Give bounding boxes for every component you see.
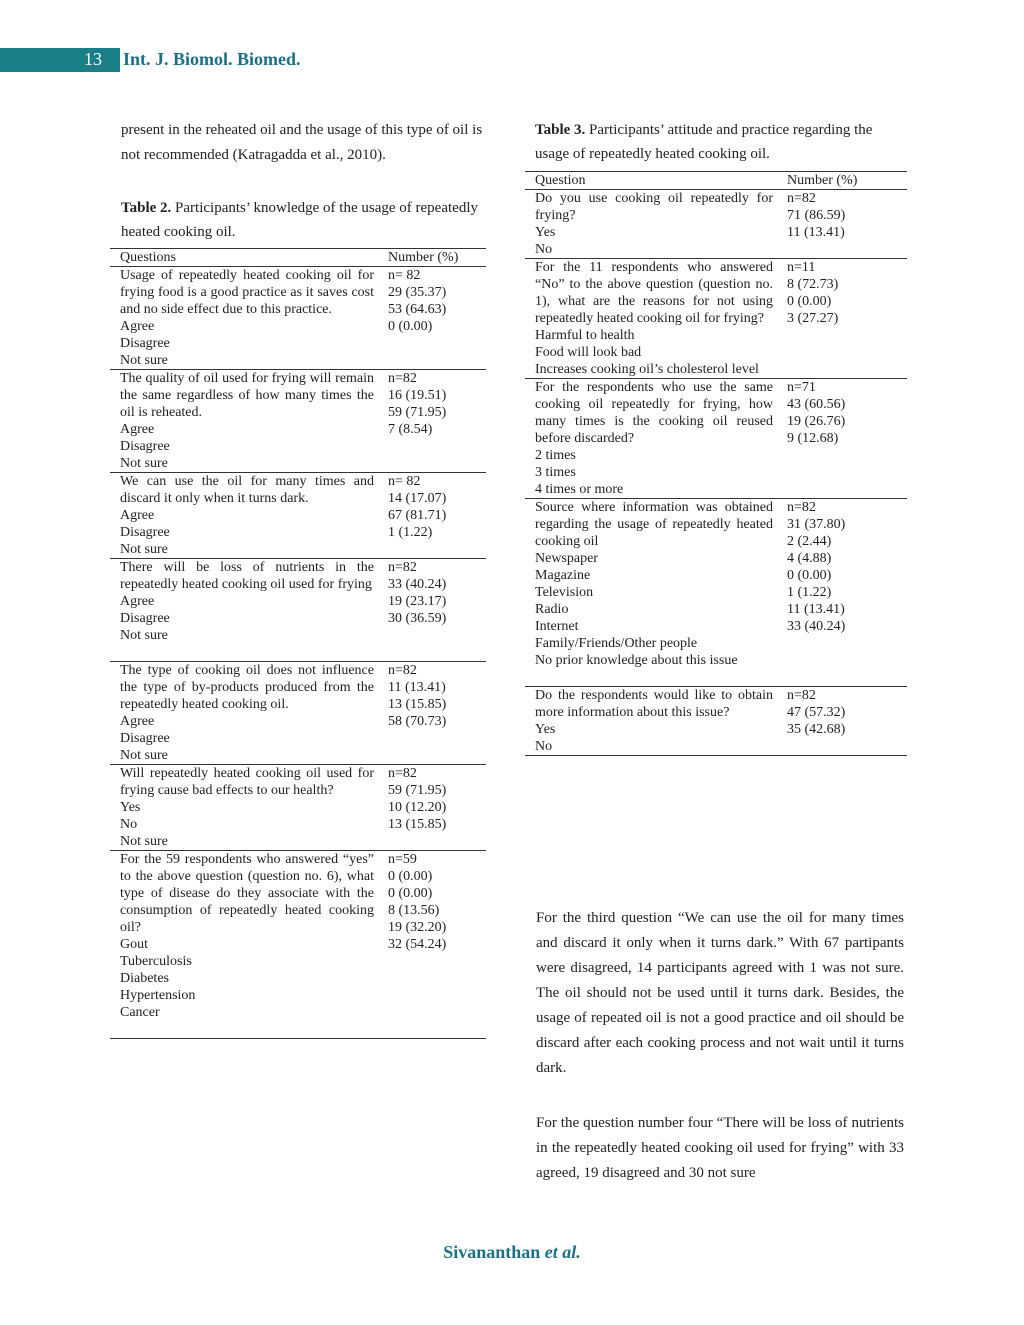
table3-option-label: 4 times or more — [535, 482, 624, 497]
table3-option-label: Increases cooking oil’s cholesterol level — [535, 362, 759, 377]
table2-question-text: For the 59 respondents who answered “yes” to the above question (question no. 6), what type of disease do they associate with the consumption of repeatedly heated cooking oil? — [120, 852, 374, 935]
table2-option-label: Agree — [120, 508, 155, 523]
table2-question-row — [110, 662, 486, 765]
table2-value: 32 (54.24) — [388, 937, 447, 952]
table3-question-text: For the respondents who use the same cooking oil repeatedly for frying, how many times is the cooking oil reused before discarded? — [535, 380, 773, 446]
table2-sample-size: n=82 — [388, 371, 417, 386]
table2-value: 58 (70.73) — [388, 714, 447, 729]
table2-value: 19 (23.17) — [388, 594, 447, 609]
table2-sample-size: n=82 — [388, 560, 417, 575]
table2-option-label: Agree — [120, 319, 155, 334]
table3-value: 43 (60.56) — [787, 397, 846, 412]
table3-option-label: Television — [535, 585, 594, 600]
table3-value: 8 (72.73) — [787, 277, 839, 292]
table3-value: 11 (13.41) — [787, 225, 845, 240]
table2-sample-size: n= 82 — [388, 474, 421, 489]
table2-value: 53 (64.63) — [388, 302, 447, 317]
table2-value: 59 (71.95) — [388, 405, 447, 420]
table2-value: 0 (0.00) — [388, 886, 433, 901]
table2-value: 0 (0.00) — [388, 319, 433, 334]
table2-label: Table 2. — [121, 200, 172, 216]
table2-option-label: Hypertension — [120, 988, 196, 1003]
table3-value: 33 (40.24) — [787, 619, 846, 634]
table3-question-text: Do you use cooking oil repeatedly for frying? — [535, 191, 773, 223]
table3-value: 47 (57.32) — [787, 705, 846, 720]
table3-sample-size: n=82 — [787, 500, 816, 515]
table2-option-label: Not sure — [120, 748, 168, 763]
table2-option-label: Not sure — [120, 628, 168, 643]
table3 — [525, 171, 907, 756]
table2-option-label: Not sure — [120, 456, 168, 471]
table2-question-row — [110, 267, 486, 370]
table2-sample-size: n= 82 — [388, 268, 421, 283]
left-intro-paragraph: present in the reheated oil and the usage of this type of oil is not recommended (Katragadda et al., 2010). — [121, 122, 483, 163]
table2-value: 10 (12.20) — [388, 800, 447, 815]
table2-caption-text: Participants’ knowledge of the usage of repeatedly heated cooking oil. — [121, 200, 478, 240]
table3-value: 35 (42.68) — [787, 722, 846, 737]
table2-value: 13 (15.85) — [388, 697, 447, 712]
table3-question-text: Source where information was obtained regarding the usage of repeatedly heated cooking oil — [535, 500, 773, 549]
table2-value: 29 (35.37) — [388, 285, 447, 300]
table3-question-text: Do the respondents would like to obtain more information about this issue? — [535, 688, 773, 720]
table3-question-row — [525, 499, 907, 687]
table3-option-label: Newspaper — [535, 551, 598, 566]
table2 — [110, 248, 486, 1039]
table3-caption — [535, 118, 907, 166]
table2-col-question: Questions — [110, 249, 378, 267]
table2-option-label: Agree — [120, 594, 155, 609]
table2-option-label: No — [120, 817, 138, 832]
table2-value: 16 (19.51) — [388, 388, 447, 403]
table2-question-row — [110, 370, 486, 473]
table2-option-label: Diabetes — [120, 971, 169, 986]
table2-question-text: We can use the oil for many times and discard it only when it turns dark. — [120, 474, 374, 506]
table2-value: 11 (13.41) — [388, 680, 446, 695]
table2-value: 67 (81.71) — [388, 508, 447, 523]
table3-option-label: Family/Friends/Other people — [535, 636, 698, 651]
table2-value: 1 (1.22) — [388, 525, 433, 540]
table3-question-row — [525, 259, 907, 379]
table3-label: Table 3. — [535, 122, 586, 138]
table2-option-label: Agree — [120, 422, 155, 437]
table3-value: 4 (4.88) — [787, 551, 832, 566]
right-paragraph-2: For the question number four “There will be loss of nutrients in the repeatedly heated cooking oil used for frying” with 33 agreed, 19 disagreed and 30 not sure — [536, 1115, 904, 1181]
table3-option-label: No — [535, 242, 553, 257]
table3-question-text: For the 11 respondents who answered “No” to the above question (question no. 1), what are the reasons for not using repeatedly heated cooking oil for frying? — [535, 260, 773, 326]
page-number: 13 — [84, 49, 102, 69]
table3-col-number: Number (%) — [777, 172, 907, 190]
table2-value: 13 (15.85) — [388, 817, 447, 832]
header-bar — [0, 48, 120, 72]
table3-option-label: Radio — [535, 602, 569, 617]
table3-option-label: Internet — [535, 619, 579, 634]
table3-option-label: Magazine — [535, 568, 591, 583]
table3-value: 0 (0.00) — [787, 294, 832, 309]
table3-value: 19 (26.76) — [787, 414, 846, 429]
table2-question-text: The type of cooking oil does not influence the type of by-products produced from the repeatedly heated cooking oil. — [120, 663, 374, 712]
table2-value: 14 (17.07) — [388, 491, 447, 506]
table2-option-label: Disagree — [120, 525, 170, 540]
table2-question-row — [110, 851, 486, 1039]
table3-sample-size: n=82 — [787, 688, 816, 703]
table3-option-label: Harmful to health — [535, 328, 635, 343]
table3-value: 9 (12.68) — [787, 431, 839, 446]
table3-value: 71 (86.59) — [787, 208, 846, 223]
table2-option-label: Agree — [120, 714, 155, 729]
table2-col-number: Number (%) — [378, 249, 486, 267]
table2-option-label: Cancer — [120, 1005, 160, 1020]
table3-sample-size: n=82 — [787, 191, 816, 206]
table2-value: 0 (0.00) — [388, 869, 433, 884]
right-paragraph-1: For the third question “We can use the oil for many times and discard it only when it turns dark.” With 67 partipants were disagreed, 14 participants agreed with 1 was not sure. The oil should not be used until it turns dark. Besides, the usage of repeated oil is not a good practice and oil should be discard after each cooking process and not wait until it turns dark. — [536, 910, 904, 1076]
table2-option-label: Disagree — [120, 731, 170, 746]
table2-value: 59 (71.95) — [388, 783, 447, 798]
footer-author — [0, 1242, 1024, 1263]
table2-question-text: Usage of repeatedly heated cooking oil for frying food is a good practice as it saves cost and no side effect due to this practice. — [120, 268, 374, 317]
table3-option-label: 2 times — [535, 448, 576, 463]
table2-question-row — [110, 765, 486, 851]
table2-option-label: Not sure — [120, 834, 168, 849]
table3-header-row — [525, 172, 907, 190]
table2-sample-size: n=82 — [388, 766, 417, 781]
table2-option-label: Gout — [120, 937, 148, 952]
table3-option-label: 3 times — [535, 465, 576, 480]
table2-sample-size: n=82 — [388, 663, 417, 678]
table2-option-label: Disagree — [120, 611, 170, 626]
table3-value: 31 (37.80) — [787, 517, 846, 532]
table2-question-text: Will repeatedly heated cooking oil used for frying cause bad effects to our health? — [120, 766, 374, 798]
journal-title: Int. J. Biomol. Biomed. — [123, 49, 301, 69]
table3-caption-text: Participants’ attitude and practice regarding the usage of repeatedly heated cooking oil. — [535, 122, 873, 162]
table3-option-label: Food will look bad — [535, 345, 642, 360]
table2-option-label: Not sure — [120, 542, 168, 557]
table3-option-label: No prior knowledge about this issue — [535, 653, 738, 668]
table2-value: 19 (32.20) — [388, 920, 447, 935]
table2-question-text: There will be loss of nutrients in the repeatedly heated cooking oil used for frying — [120, 560, 374, 592]
footer-author-name: Sivananthan — [443, 1242, 541, 1262]
table3-option-label: No — [535, 739, 553, 754]
table3-value: 2 (2.44) — [787, 534, 832, 549]
footer-etal: et al. — [544, 1242, 581, 1262]
table2-value: 30 (36.59) — [388, 611, 447, 626]
table3-question-row — [525, 687, 907, 756]
table2-question-row — [110, 473, 486, 559]
table3-sample-size: n=11 — [787, 260, 816, 275]
table3-value: 3 (27.27) — [787, 311, 839, 326]
table2-option-label: Yes — [120, 800, 141, 815]
table2-option-label: Disagree — [120, 336, 170, 351]
table3-value: 1 (1.22) — [787, 585, 832, 600]
table3-option-label: Yes — [535, 225, 556, 240]
table3-sample-size: n=71 — [787, 380, 816, 395]
table2-caption — [121, 196, 481, 244]
table2-header-row — [110, 249, 486, 267]
table3-option-label: Yes — [535, 722, 556, 737]
table2-question-text: The quality of oil used for frying will remain the same regardless of how many times the oil is reheated. — [120, 371, 374, 420]
table3-value: 0 (0.00) — [787, 568, 832, 583]
table2-sample-size: n=59 — [388, 852, 417, 867]
table2-value: 8 (13.56) — [388, 903, 440, 918]
table2-option-label: Not sure — [120, 353, 168, 368]
table3-value: 11 (13.41) — [787, 602, 845, 617]
table3-question-row — [525, 190, 907, 259]
table3-question-row — [525, 379, 907, 499]
table2-value: 33 (40.24) — [388, 577, 447, 592]
table2-value: 7 (8.54) — [388, 422, 433, 437]
table3-col-question: Question — [525, 172, 777, 190]
table2-option-label: Tuberculosis — [120, 954, 192, 969]
table2-option-label: Disagree — [120, 439, 170, 454]
table2-question-row — [110, 559, 486, 662]
